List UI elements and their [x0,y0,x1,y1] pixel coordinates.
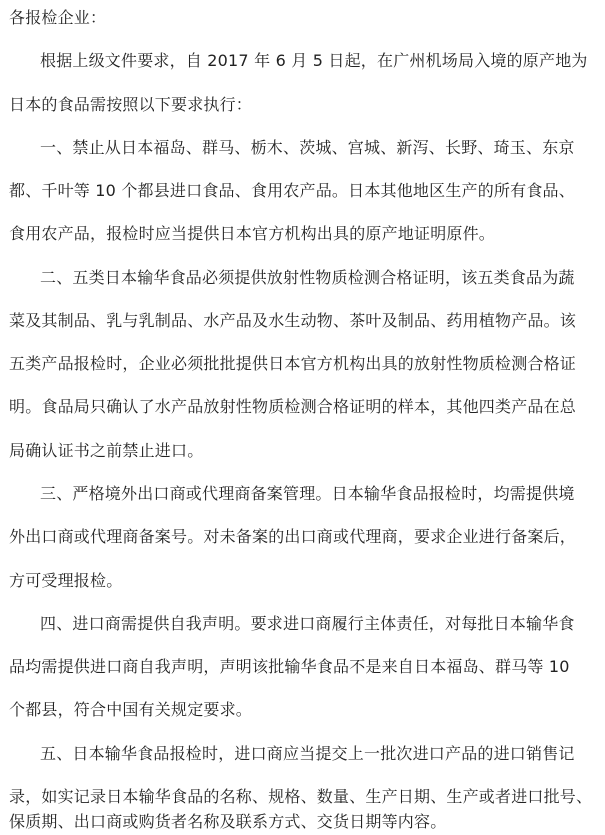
paragraph-3-line-3: 五类产品报检时，企业必须批批提供日本官方机构出具的放射性物质检测合格证 [9,354,577,373]
paragraph-2-line-1: 一、禁止从日本福岛、群马、栃木、茨城、宫城、新泻、长野、琦玉、东京 [40,138,575,157]
paragraph-1-line-2: 日本的食品需按照以下要求执行： [9,95,253,114]
paragraph-4-line-3: 方可受理报检。 [9,571,123,590]
paragraph-4-line-2: 外出口商或代理商备案号。对未备案的出口商或代理商，要求企业进行备案后， [9,527,577,546]
paragraph-6-line-3: 保质期、出口商或购货者名称及联系方式、交货日期等内容。 [9,812,447,831]
paragraph-5-line-1: 四、进口商需提供自我声明。要求进口商履行主体责任，对每批日本输华食 [40,614,575,633]
paragraph-2-line-2: 都、千叶等 10 个都县进口食品、食用农产品。日本其他地区生产的所有食品、 [9,181,575,200]
paragraph-6-line-1: 五、日本输华食品报检时，进口商应当提交上一批次进口产品的进口销售记 [40,744,575,763]
paragraph-5-line-3: 个都县，符合中国有关规定要求。 [9,700,253,719]
paragraph-5-line-2: 品均需提供进口商自我声明，声明该批输华食品不是来自日本福岛、群马等 10 [9,657,570,676]
paragraph-3-line-1: 二、五类日本输华食品必须提供放射性物质检测合格证明，该五类食品为蔬 [40,268,575,287]
paragraph-3-line-2: 菜及其制品、乳与乳制品、水产品及水生动物、茶叶及制品、药用植物产品。该 [9,311,577,330]
paragraph-3-line-5: 局确认证书之前禁止进口。 [9,441,204,460]
paragraph-6-line-2: 录，如实记录日本输华食品的名称、规格、数量、生产日期、生产或者进口批号、 [9,787,593,806]
paragraph-4-line-1: 三、严格境外出口商或代理商备案管理。日本输华食品报检时，均需提供境 [40,484,575,503]
salutation: 各报检企业： [9,8,107,27]
paragraph-3-line-4: 明。食品局只确认了水产品放射性物质检测合格证明的样本，其他四类产品在总 [9,397,577,416]
paragraph-2-line-3: 食用农产品，报检时应当提供日本官方机构出具的原产地证明原件。 [9,224,496,243]
paragraph-1-line-1: 根据上级文件要求，自 2017 年 6 月 5 日起，在广州机场局入境的原产地为 [40,51,588,70]
